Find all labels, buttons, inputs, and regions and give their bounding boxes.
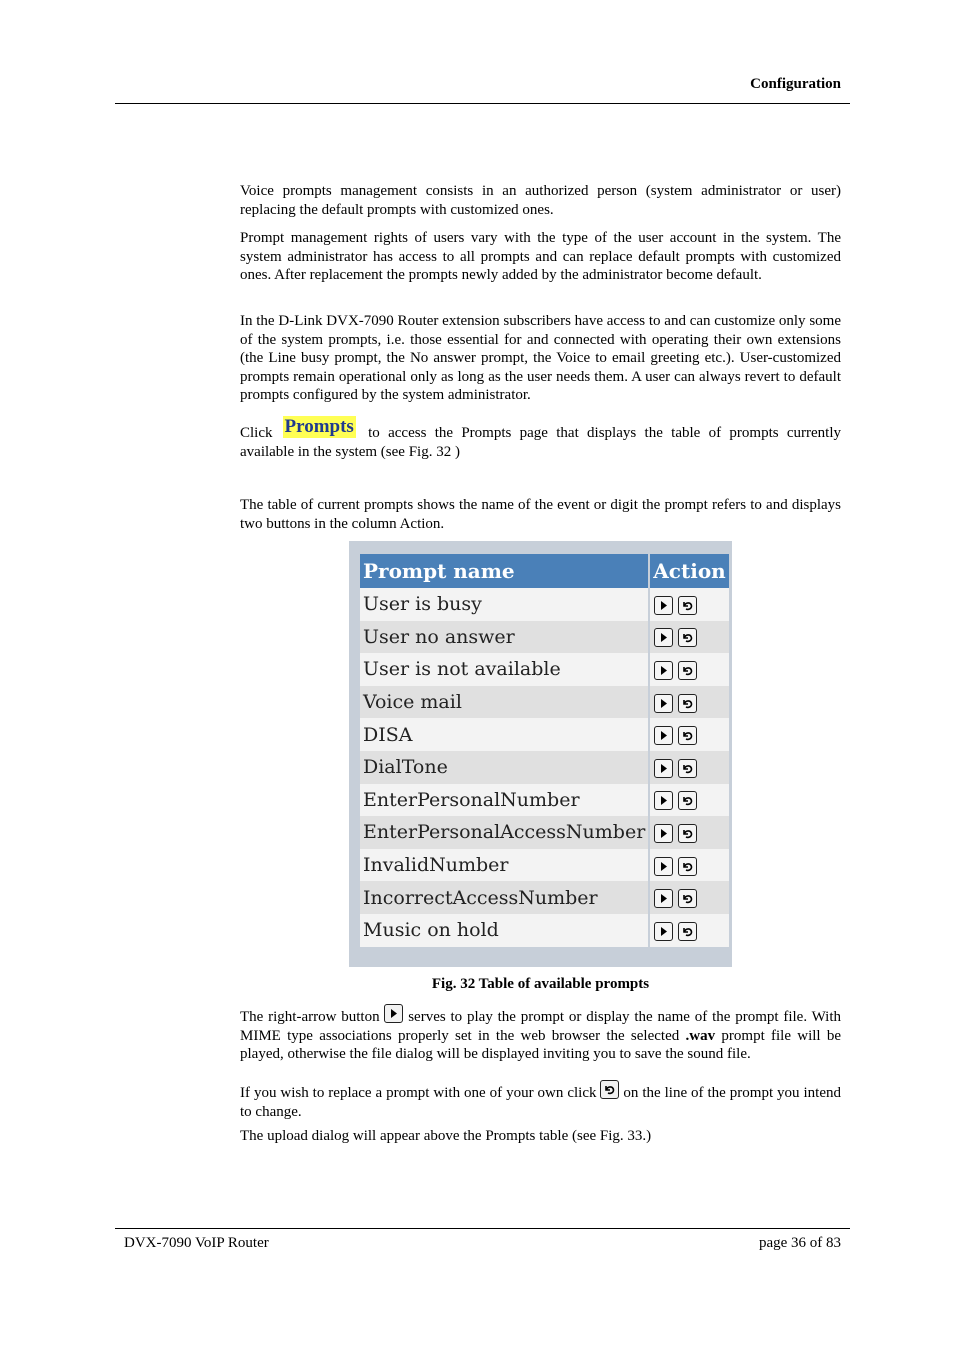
prompt-name-cell: User is busy — [360, 588, 649, 621]
prompt-name-cell: User no answer — [360, 621, 649, 654]
column-header-action: Action — [649, 554, 728, 588]
prompts-button[interactable]: Prompts — [284, 416, 354, 437]
play-desc-text-c: prompt file will be played, otherwise the file dialog will be displayed inviting you to save the sound file. — [240, 1027, 842, 1062]
prompt-name-cell: InvalidNumber — [360, 849, 649, 882]
replace-desc-text-b: on the line of the prompt you intend to change. — [240, 1085, 842, 1120]
prompt-name-cell: EnterPersonalNumber — [360, 784, 649, 817]
table-row — [360, 881, 729, 914]
action-cell — [649, 621, 728, 654]
play-arrow-icon[interactable] — [654, 596, 673, 615]
play-arrow-icon[interactable] — [654, 857, 673, 876]
undo-arrow-icon[interactable] — [678, 596, 697, 615]
play-arrow-icon[interactable] — [654, 922, 673, 941]
prompt-name-cell: IncorrectAccessNumber — [360, 881, 649, 914]
column-header-prompt-name: Prompt name — [360, 554, 649, 588]
table-row — [360, 686, 729, 719]
intro-text-3: In the D-Link DVX-7090 Router extension subscribers have access to and can customize only some of the system prompts, i.e. those essential for and connected with operating their own extensions (the Line busy prompt, the No answer prompt, the Voice to email greeting etc.). User-customized prompts remain operational only as long as the user needs them. A user can always revert to default prompts configured by the system administrator. — [240, 313, 841, 403]
undo-arrow-icon[interactable] — [678, 759, 697, 778]
play-arrow-icon[interactable] — [654, 824, 673, 843]
play-arrow-icon[interactable] — [654, 628, 673, 647]
action-cell — [649, 653, 728, 686]
header-rule — [115, 103, 850, 104]
table-row — [360, 653, 729, 686]
intro-paragraph-2 — [240, 229, 841, 285]
play-arrow-icon[interactable] — [654, 889, 673, 908]
after-paragraph-1 — [240, 1004, 841, 1064]
intro-paragraph-1 — [240, 182, 841, 219]
action-cell — [649, 784, 728, 817]
undo-arrow-icon[interactable] — [678, 824, 697, 843]
undo-arrow-icon[interactable] — [678, 694, 697, 713]
page-header-title: Configuration — [750, 76, 841, 92]
prompt-name-cell: Voice mail — [360, 686, 649, 719]
footer-rule — [115, 1228, 850, 1229]
prompt-name-cell: DISA — [360, 718, 649, 751]
table-row — [360, 751, 729, 784]
undo-arrow-icon — [600, 1080, 619, 1099]
intro-text-2: Prompt management rights of users vary with the type of the user account in the system. The system administrator has access to all prompts and can replace default prompts with customized ones. After replacement the prompts newly added by the administrator become default. — [240, 230, 841, 283]
prompt-name-cell: Music on hold — [360, 914, 649, 947]
prompts-figure — [349, 541, 732, 967]
undo-arrow-icon[interactable] — [678, 857, 697, 876]
action-cell — [649, 718, 728, 751]
undo-arrow-icon[interactable] — [678, 726, 697, 745]
undo-arrow-icon[interactable] — [678, 791, 697, 810]
action-cell — [649, 588, 728, 621]
table-row — [360, 849, 729, 882]
play-desc-text-b: serves to play the prompt or display the name of the prompt file. With MIME type associations properly set in the web browser the selected — [240, 1009, 842, 1044]
play-desc-text-a: The right-arrow button — [240, 1009, 380, 1025]
figure-caption: Fig. 32 Table of available prompts — [431, 976, 650, 992]
table-row — [360, 588, 729, 621]
action-cell — [649, 686, 728, 719]
action-cell — [649, 816, 728, 849]
play-arrow-icon[interactable] — [654, 759, 673, 778]
replace-desc-text-a: If you wish to replace a prompt with one of your own click — [240, 1085, 597, 1101]
table-row — [360, 816, 729, 849]
footer-product: DVX-7090 VoIP Router — [124, 1235, 269, 1251]
click-text: Click — [240, 425, 273, 441]
intro-paragraph-5 — [240, 496, 841, 533]
undo-arrow-icon[interactable] — [678, 628, 697, 647]
intro-text-1: Voice prompts management consists in an authorized person (system administrator or user) replacing the default prompts with customized ones. — [240, 183, 841, 218]
intro-paragraph-3 — [240, 312, 841, 405]
footer-page-number: page 36 of 83 — [758, 1235, 841, 1251]
intro-text-5: The table of current prompts shows the name of the event or digit the prompt refers to and displays two buttons in the column Action. — [240, 497, 841, 532]
prompt-name-cell: DialTone — [360, 751, 649, 784]
table-row — [360, 718, 729, 751]
play-arrow-icon[interactable] — [654, 694, 673, 713]
click-after-text: to access the Prompts page that displays the table of prompts currently available in the system (see Fig. 32 ) — [240, 425, 842, 460]
action-cell — [649, 914, 728, 947]
undo-arrow-icon[interactable] — [678, 922, 697, 941]
after-paragraph-3 — [240, 1127, 841, 1146]
after-paragraph-2 — [240, 1080, 841, 1121]
play-arrow-icon[interactable] — [654, 791, 673, 810]
undo-arrow-icon[interactable] — [678, 889, 697, 908]
undo-arrow-icon[interactable] — [678, 661, 697, 680]
play-arrow-icon[interactable] — [654, 726, 673, 745]
prompt-name-cell: EnterPersonalAccessNumber — [360, 816, 649, 849]
intro-paragraph-4 — [240, 416, 842, 462]
play-arrow-icon — [384, 1004, 403, 1023]
table-row — [360, 784, 729, 817]
play-arrow-icon[interactable] — [654, 661, 673, 680]
wav-extension: .wav — [685, 1027, 716, 1044]
action-cell — [649, 849, 728, 882]
prompts-table — [360, 554, 729, 947]
table-row — [360, 621, 729, 654]
action-cell — [649, 751, 728, 784]
table-row — [360, 914, 729, 947]
action-cell — [649, 881, 728, 914]
upload-desc-text: The upload dialog will appear above the Prompts table (see Fig. 33.) — [240, 1128, 652, 1144]
prompt-name-cell: User is not available — [360, 653, 649, 686]
